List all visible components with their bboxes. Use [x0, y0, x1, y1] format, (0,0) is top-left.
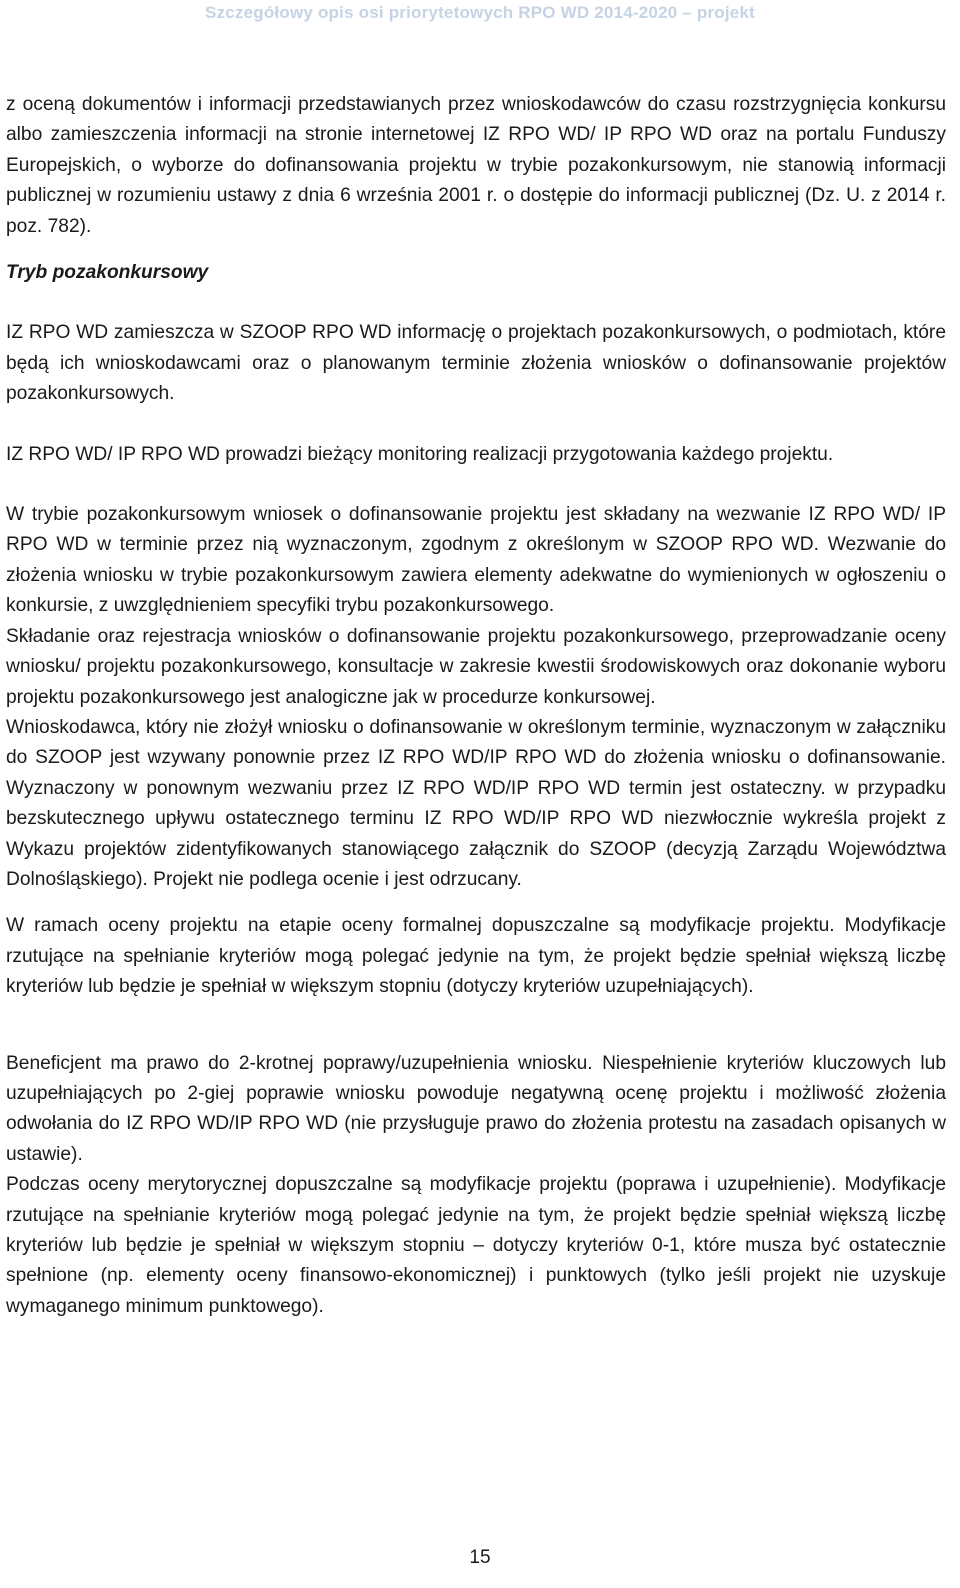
running-header: Szczegółowy opis osi priorytetowych RPO WD 2014-2020 – projekt	[205, 3, 755, 22]
section-heading: Tryb pozakonkursowy	[6, 262, 209, 284]
page-body	[6, 90, 946, 1322]
paragraph-6: Wnioskodawca, który nie złożył wniosku o dofinansowanie w określonym terminie, wyznaczonym w załączniku do SZOOP jest wzywany ponownie przez IZ RPO WD/IP RPO WD do złożenia wniosku o dofinansowanie. Wyznaczony w ponownym wezwaniu przez IZ RPO WD/IP RPO WD termin jest ostateczny. w przypadku bezskutecznego upływu ostatecznego terminu IZ RPO WD/IP RPO WD niezwłocznie wykreśla projekt z Wykazu projektów zidentyfikowanych stanowiącego załącznik do SZOOP (decyzją Zarządu Województwa Dolnośląskiego). Projekt nie podlega ocenie i jest odrzucany.	[6, 716, 946, 890]
paragraph-8: Beneficjent ma prawo do 2-krotnej poprawy/uzupełnienia wniosku. Niespełnienie kryteriów kluczowych lub uzupełniających po 2-giej poprawie wniosku powoduje negatywną ocenę projektu i możliwość złożenia odwołania do IZ RPO WD/IP RPO WD (nie przysługuje prawo do złożenia protestu na zasadach opisanych w ustawie).	[6, 1052, 946, 1165]
paragraph-5: Składanie oraz rejestracja wniosków o dofinansowanie projektu pozakonkursowego, przeprowadzanie oceny wniosku/ projektu pozakonkursowego, konsultacje w zakresie kwestii środowiskowych oraz dokonanie wyboru projektu pozakonkursowego jest analogiczne jak w procedurze konkursowej.	[6, 625, 946, 708]
paragraph-7: W ramach oceny projektu na etapie oceny formalnej dopuszczalne są modyfikacje projektu. Modyfikacje rzutujące na spełnianie kryteriów mogą polegać jedynie na tym, że projekt będzie spełniał większą liczbę kryteriów lub będzie je spełniał w większym stopniu (dotyczy kryteriów uzupełniających).	[6, 915, 946, 998]
paragraph-2: IZ RPO WD zamieszcza w SZOOP RPO WD informację o projektach pozakonkursowych, o podmiotach, które będą ich wnioskodawcami oraz o planowanym terminie złożenia wniosków o dofinansowanie projektów pozakonkursowych.	[6, 322, 946, 405]
paragraph-9: Podczas oceny merytorycznej dopuszczalne są modyfikacje projektu (poprawa i uzupełnienie). Modyfikacje rzutujące na spełnianie kryteriów mogą polegać jedynie na tym, że projekt będzie spełniał większą liczbę kryteriów lub będzie je spełniał w większym stopniu – dotyczy kryteriów 0-1, które musza być ostatecznie spełnione (np. elementy oceny finansowo-ekonomicznej) i punktowych (tylko jeśli projekt nie uzyskuje wymaganego minimum punktowego).	[6, 1174, 946, 1317]
paragraph-3: IZ RPO WD/ IP RPO WD prowadzi bieżący monitoring realizacji przygotowania każdego projektu.	[6, 443, 834, 465]
paragraph-4: W trybie pozakonkursowym wniosek o dofinansowanie projektu jest składany na wezwanie IZ RPO WD/ IP RPO WD w terminie przez nią wyznaczonym, zgodnym z określonym w SZOOP RPO WD. Wezwanie do złożenia wniosku w trybie pozakonkursowym zawiera elementy adekwatne do wymienionych w ogłoszeniu o konkursie, z uwzględnieniem specyfiki trybu pozakonkursowego.	[6, 504, 946, 617]
paragraph-1: z oceną dokumentów i informacji przedstawianych przez wnioskodawców do czasu rozstrzygnięcia konkursu albo zamieszczenia informacji na stronie internetowej IZ RPO WD/ IP RPO WD oraz na portalu Funduszy Europejskich, o wyborze do dofinansowania projektu w trybie pozakonkursowym, nie stanowią informacji publicznej w rozumieniu ustawy z dnia 6 września 2001 r. o dostępie do informacji publicznej (Dz. U. z 2014 r. poz. 782).	[6, 94, 946, 237]
page-number: 15	[469, 1547, 491, 1568]
